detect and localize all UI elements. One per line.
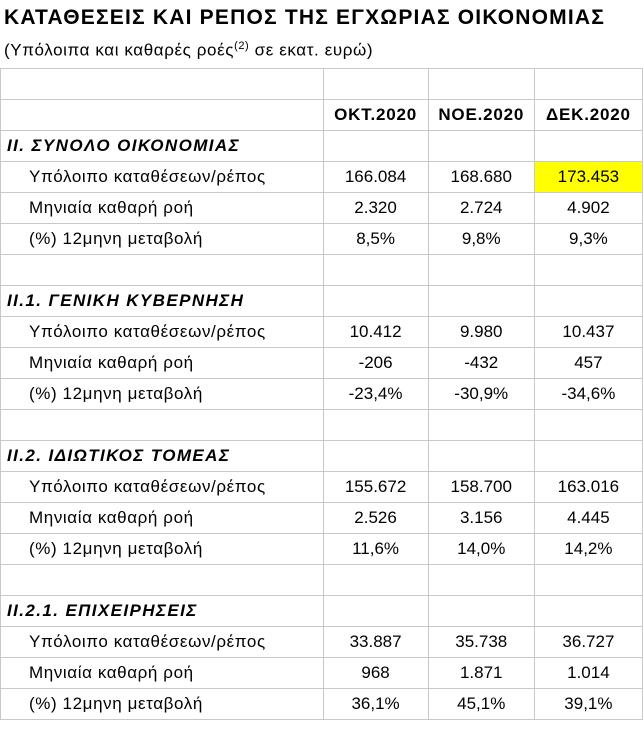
cell[interactable] <box>534 131 642 162</box>
row-label[interactable]: Μηνιαία καθαρή ροή <box>1 658 324 689</box>
cell[interactable] <box>323 410 428 441</box>
empty-row <box>1 565 643 596</box>
subtitle-text: (Υπόλοιπα και καθαρές ροές <box>4 40 235 60</box>
row-label[interactable]: Υπόλοιπο καταθέσεων/ρέπος <box>1 472 324 503</box>
value-cell[interactable]: 2.724 <box>428 193 534 224</box>
subtitle-row <box>0 38 643 68</box>
cell[interactable] <box>428 131 534 162</box>
cell[interactable] <box>534 255 642 286</box>
value-cell[interactable]: 11,6% <box>323 534 428 565</box>
section-header-row <box>1 286 643 317</box>
value-cell[interactable]: 166.084 <box>323 162 428 193</box>
section-header-row <box>1 131 643 162</box>
cell[interactable] <box>534 596 642 627</box>
row-label[interactable]: (%) 12μηνη μεταβολή <box>1 534 324 565</box>
value-cell[interactable]: 14,0% <box>428 534 534 565</box>
cell[interactable] <box>323 69 428 100</box>
value-cell[interactable]: 457 <box>534 348 642 379</box>
cell[interactable] <box>323 596 428 627</box>
table-row <box>1 162 643 193</box>
value-cell[interactable]: 4.902 <box>534 193 642 224</box>
highlighted-value-cell[interactable]: 173.453 <box>534 162 642 193</box>
column-header-oct-2020[interactable]: ΟΚΤ.2020 <box>323 100 428 131</box>
row-label[interactable]: (%) 12μηνη μεταβολή <box>1 689 324 720</box>
cell[interactable] <box>428 255 534 286</box>
empty-row <box>1 69 643 100</box>
row-label[interactable]: (%) 12μηνη μεταβολή <box>1 379 324 410</box>
cell[interactable] <box>534 286 642 317</box>
section-title[interactable]: ΙΙ. ΣΥΝΟΛΟ ΟΙΚΟΝΟΜΙΑΣ <box>1 131 324 162</box>
header-row <box>1 100 643 131</box>
table-row <box>1 348 643 379</box>
value-cell[interactable]: 4.445 <box>534 503 642 534</box>
value-cell[interactable]: -34,6% <box>534 379 642 410</box>
section-title[interactable]: ΙΙ.2.1. ΕΠΙΧΕΙΡΗΣΕΙΣ <box>1 596 324 627</box>
cell[interactable] <box>534 69 642 100</box>
table-row <box>1 503 643 534</box>
value-cell[interactable]: -432 <box>428 348 534 379</box>
cell[interactable] <box>1 100 324 131</box>
table-row <box>1 193 643 224</box>
value-cell[interactable]: 9,3% <box>534 224 642 255</box>
footnote-marker: (2) <box>234 40 250 52</box>
cell[interactable] <box>428 69 534 100</box>
value-cell[interactable]: -206 <box>323 348 428 379</box>
value-cell[interactable]: 2.526 <box>323 503 428 534</box>
value-cell[interactable]: 3.156 <box>428 503 534 534</box>
table-row <box>1 379 643 410</box>
cell[interactable] <box>323 441 428 472</box>
value-cell[interactable]: 10.437 <box>534 317 642 348</box>
value-cell[interactable]: -23,4% <box>323 379 428 410</box>
cell[interactable] <box>1 255 324 286</box>
table-row <box>1 224 643 255</box>
value-cell[interactable]: 8,5% <box>323 224 428 255</box>
cell[interactable] <box>323 565 428 596</box>
table-row <box>1 658 643 689</box>
row-label[interactable]: Μηνιαία καθαρή ροή <box>1 193 324 224</box>
value-cell[interactable]: 36.727 <box>534 627 642 658</box>
row-label[interactable]: Υπόλοιπο καταθέσεων/ρέπος <box>1 317 324 348</box>
row-label[interactable]: Μηνιαία καθαρή ροή <box>1 503 324 534</box>
column-header-dec-2020[interactable]: ΔΕΚ.2020 <box>534 100 642 131</box>
value-cell[interactable]: 168.680 <box>428 162 534 193</box>
title-row <box>0 0 643 38</box>
deposits-table <box>0 68 643 720</box>
row-label[interactable]: (%) 12μηνη μεταβολή <box>1 224 324 255</box>
table-row <box>1 534 643 565</box>
table-title[interactable]: ΚΑΤΑΘΕΣΕΙΣ ΚΑΙ ΡΕΠΟΣ ΤΗΣ ΕΓΧΩΡΙΑΣ ΟΙΚΟΝΟΜΙΑΣ <box>4 6 606 29</box>
table-row <box>1 689 643 720</box>
value-cell[interactable]: 39,1% <box>534 689 642 720</box>
value-cell[interactable]: 36,1% <box>323 689 428 720</box>
row-label[interactable]: Υπόλοιπο καταθέσεων/ρέπος <box>1 627 324 658</box>
value-cell[interactable]: 33.887 <box>323 627 428 658</box>
value-cell[interactable]: 1.871 <box>428 658 534 689</box>
value-cell[interactable]: 158.700 <box>428 472 534 503</box>
row-label[interactable]: Μηνιαία καθαρή ροή <box>1 348 324 379</box>
table-subtitle[interactable] <box>4 40 373 61</box>
empty-row <box>1 255 643 286</box>
value-cell[interactable]: 155.672 <box>323 472 428 503</box>
section-header-row <box>1 441 643 472</box>
row-label[interactable]: Υπόλοιπο καταθέσεων/ρέπος <box>1 162 324 193</box>
cell[interactable] <box>1 69 324 100</box>
value-cell[interactable]: 968 <box>323 658 428 689</box>
value-cell[interactable]: 35.738 <box>428 627 534 658</box>
cell[interactable] <box>323 255 428 286</box>
cell[interactable] <box>428 441 534 472</box>
value-cell[interactable]: -30,9% <box>428 379 534 410</box>
value-cell[interactable]: 163.016 <box>534 472 642 503</box>
section-title[interactable]: ΙΙ.2. ΙΔΙΩΤΙΚΟΣ ΤΟΜΕΑΣ <box>1 441 324 472</box>
value-cell[interactable]: 2.320 <box>323 193 428 224</box>
column-header-nov-2020[interactable]: ΝΟΕ.2020 <box>428 100 534 131</box>
cell[interactable] <box>428 565 534 596</box>
value-cell[interactable]: 9.980 <box>428 317 534 348</box>
cell[interactable] <box>428 410 534 441</box>
cell[interactable] <box>534 410 642 441</box>
value-cell[interactable]: 9,8% <box>428 224 534 255</box>
section-header-row <box>1 596 643 627</box>
cell[interactable] <box>534 441 642 472</box>
cell[interactable] <box>534 565 642 596</box>
cell[interactable] <box>1 565 324 596</box>
cell[interactable] <box>323 286 428 317</box>
value-cell[interactable]: 1.014 <box>534 658 642 689</box>
cell[interactable] <box>428 596 534 627</box>
table-row <box>1 472 643 503</box>
section-title[interactable]: ΙΙ.1. ΓΕΝΙΚΗ ΚΥΒΕΡΝΗΣΗ <box>1 286 324 317</box>
value-cell[interactable]: 45,1% <box>428 689 534 720</box>
value-cell[interactable]: 10.412 <box>323 317 428 348</box>
table-row <box>1 317 643 348</box>
subtitle-units: σε εκατ. ευρώ) <box>249 40 374 60</box>
cell[interactable] <box>428 286 534 317</box>
table-row <box>1 627 643 658</box>
value-cell[interactable]: 14,2% <box>534 534 642 565</box>
empty-row <box>1 410 643 441</box>
cell[interactable] <box>1 410 324 441</box>
cell[interactable] <box>323 131 428 162</box>
